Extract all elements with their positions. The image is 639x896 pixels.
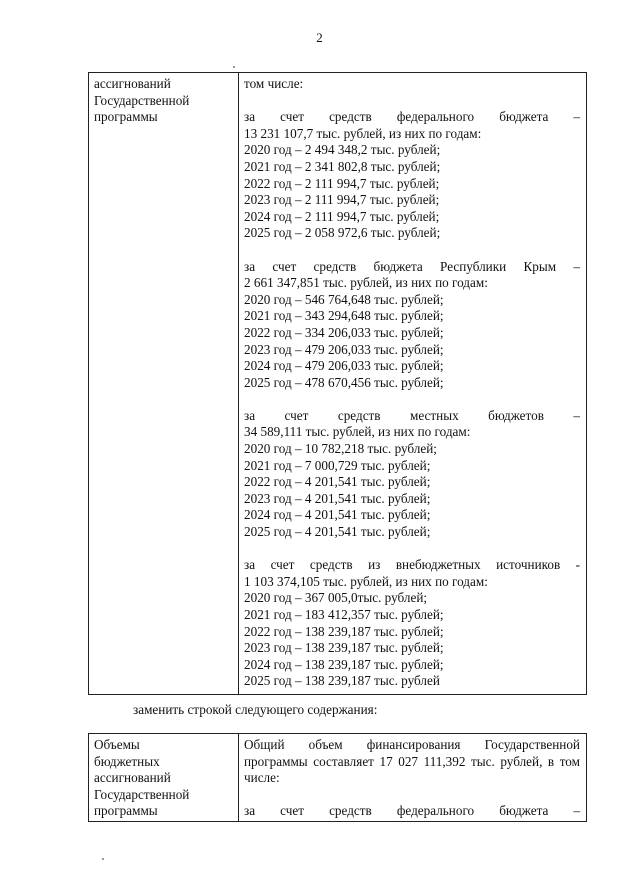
table-label-cell xyxy=(89,73,239,695)
section-heading: за счет средств местных бюджетов – xyxy=(244,407,581,423)
section-heading: за счет средств федерального бюджета – xyxy=(244,109,581,125)
year-line: 2021 год – 343 294,648 тыс. рублей; xyxy=(244,308,444,324)
year-line: 2020 год – 2 494 348,2 тыс. рублей; xyxy=(244,142,441,158)
section-heading: за счет средств из внебюджетных источников - xyxy=(244,557,581,573)
year-line: 2022 год – 2 111 994,7 тыс. рублей; xyxy=(244,175,440,191)
year-line: 2020 год – 10 782,218 тыс. рублей; xyxy=(244,441,437,457)
funding-section-local xyxy=(244,408,580,541)
page-number: 2 xyxy=(316,30,323,45)
label-line: программы xyxy=(94,803,158,819)
year-line: 2025 год – 478 670,456 тыс. рублей; xyxy=(244,374,444,390)
scan-speck xyxy=(233,66,235,68)
label-line: Государственной xyxy=(94,786,190,802)
funding-section-extrabudgetary xyxy=(244,557,580,690)
section-total: 13 231 107,7 тыс. рублей, из них по годам: xyxy=(244,125,482,141)
funding-section-federal xyxy=(244,109,580,242)
year-line: 2022 год – 138 239,187 тыс. рублей; xyxy=(244,623,444,639)
year-line: 2025 год – 2 058 972,6 тыс. рублей; xyxy=(244,225,441,241)
intro-line: том числе: xyxy=(244,76,304,91)
year-line: 2021 год – 2 341 802,8 тыс. рублей; xyxy=(244,158,441,174)
year-line: 2021 год – 7 000,729 тыс. рублей; xyxy=(244,457,431,473)
year-line: 2023 год – 2 111 994,7 тыс. рублей; xyxy=(244,192,440,208)
year-line: 2022 год – 334 206,033 тыс. рублей; xyxy=(244,324,444,340)
label-line: ассигнований xyxy=(94,76,171,91)
label-line: программы xyxy=(94,109,158,125)
year-line: 2025 год – 4 201,541 тыс. рублей; xyxy=(244,524,431,540)
budget-table-new xyxy=(88,733,587,822)
year-line: 2021 год – 183 412,357 тыс. рублей; xyxy=(244,607,444,622)
year-line: 2024 год – 479 206,033 тыс. рублей; xyxy=(244,358,444,374)
table-row xyxy=(89,734,587,822)
table-label-cell xyxy=(89,734,239,822)
year-line: 2024 год – 138 239,187 тыс. рублей; xyxy=(244,656,444,672)
replace-instruction: заменить строкой следующего содержания: xyxy=(133,702,378,717)
label-line: Объемы xyxy=(94,737,140,752)
table-row xyxy=(89,73,587,695)
section-total: 1 103 374,105 тыс. рублей, из них по годам: xyxy=(244,573,488,589)
year-line: 2024 год – 4 201,541 тыс. рублей; xyxy=(244,507,431,523)
total-paragraph: Общий объем финансирования Государственной программы составляет 17 027 111,392 тыс. рублей, в том числе: xyxy=(244,737,580,786)
year-line: 2023 год – 138 239,187 тыс. рублей; xyxy=(244,640,444,656)
year-line: 2023 год – 4 201,541 тыс. рублей; xyxy=(244,490,431,506)
label-line: бюджетных xyxy=(94,753,160,769)
budget-table-old xyxy=(88,72,587,695)
table-content-cell xyxy=(239,734,587,822)
year-line: 2023 год – 479 206,033 тыс. рублей; xyxy=(244,341,444,357)
year-line: 2020 год – 546 764,648 тыс. рублей; xyxy=(244,291,444,307)
section-total: 34 589,111 тыс. рублей, из них по годам: xyxy=(244,424,471,440)
scan-speck xyxy=(102,858,104,860)
section-heading: за счет средств федерального бюджета – xyxy=(244,803,581,819)
table-content-cell xyxy=(239,73,587,695)
year-line: 2024 год – 2 111 994,7 тыс. рублей; xyxy=(244,208,440,224)
funding-section-crimea xyxy=(244,259,580,392)
year-line: 2020 год – 367 005,0тыс. рублей; xyxy=(244,590,428,606)
label-line: ассигнований xyxy=(94,770,171,786)
year-line: 2025 год – 138 239,187 тыс. рублей xyxy=(244,673,440,689)
section-total: 2 661 347,851 тыс. рублей, из них по годам: xyxy=(244,275,488,291)
section-heading: за счет средств бюджета Республики Крым – xyxy=(244,258,581,274)
label-line: Государственной xyxy=(94,92,190,108)
year-line: 2022 год – 4 201,541 тыс. рублей; xyxy=(244,474,431,490)
